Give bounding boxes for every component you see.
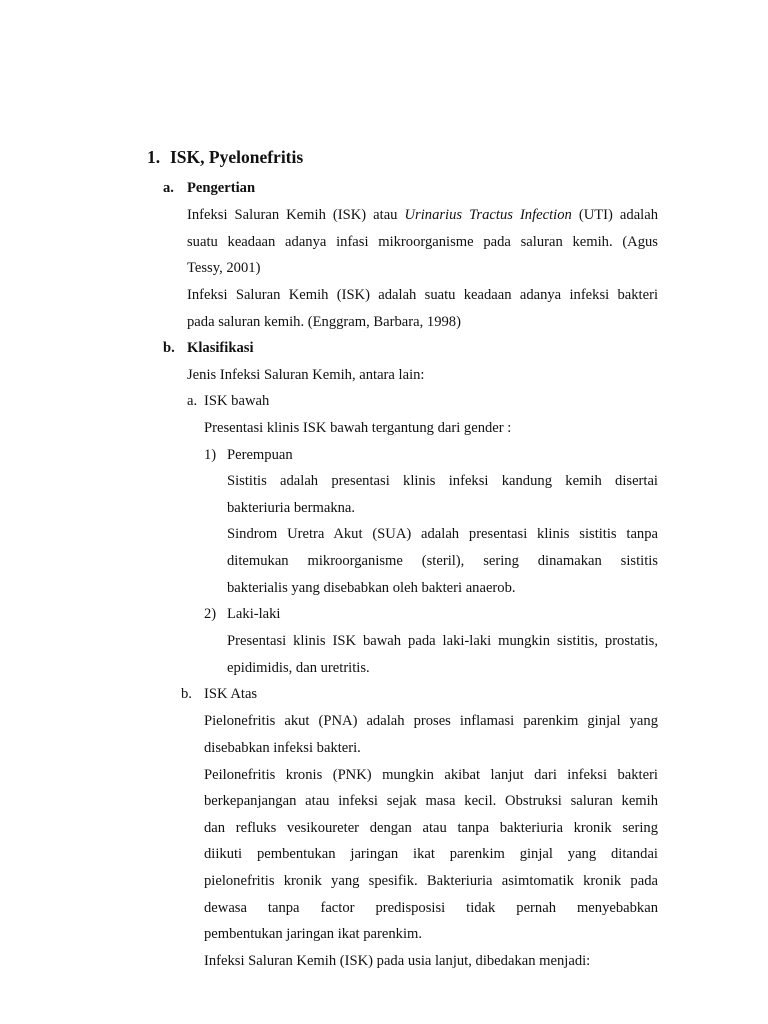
paragraph-line: Presentasi klinis ISK bawah tergantung dari gender :: [204, 420, 512, 436]
paragraph-line: Infeksi Saluran Kemih (ISK) adalah suatu keadaan adanya infeksi bakteri: [187, 287, 658, 303]
paragraph-line: Tessy, 2001): [187, 260, 261, 276]
paragraph-line: Infeksi Saluran Kemih (ISK) atau Urinarius Tractus Infection (UTI) adalah: [187, 207, 658, 223]
paragraph-line: bakterialis yang disebabkan oleh bakteri anaerob.: [227, 580, 516, 596]
list-marker: b.: [181, 686, 192, 702]
subsection-a-marker: a.: [163, 180, 174, 196]
list-item-isk-atas: ISK Atas: [204, 686, 258, 702]
paragraph-line: Infeksi Saluran Kemih (ISK) pada usia lanjut, dibedakan menjadi:: [204, 953, 591, 969]
paragraph-line: Jenis Infeksi Saluran Kemih, antara lain:: [187, 367, 425, 383]
list-item-isk-bawah: ISK bawah: [204, 393, 270, 409]
paragraph-line: Presentasi klinis ISK bawah pada laki-laki mungkin sistitis, prostatis,: [227, 633, 658, 649]
paragraph-line: pielonefritis kronik yang spesifik. Bakteriuria asimtomatik kronik pada: [204, 873, 658, 889]
list-marker: 1): [204, 447, 217, 463]
section-title: ISK, Pyelonefritis: [170, 147, 304, 167]
paragraph-line: bakteriuria bermakna.: [227, 500, 356, 516]
paragraph-line: Peilonefritis kronis (PNK) mungkin akibat lanjut dari infeksi bakteri: [204, 767, 658, 783]
subsection-b-marker: b.: [163, 340, 175, 356]
paragraph-line: dan refluks vesikoureter dengan atau tanpa bakteriuria kronik sering: [204, 820, 658, 836]
paragraph-line: Pielonefritis akut (PNA) adalah proses inflamasi parenkim ginjal yang: [204, 713, 658, 729]
list-item-perempuan: Perempuan: [227, 447, 293, 463]
paragraph-line: epidimidis, dan uretritis.: [227, 660, 370, 676]
paragraph-line: disebabkan infeksi bakteri.: [204, 740, 361, 756]
subsection-b-heading: Klasifikasi: [187, 340, 254, 356]
list-item-laki-laki: Laki-laki: [227, 606, 281, 622]
paragraph-line: diikuti pembentukan jaringan ikat parenkim ginjal yang ditandai: [204, 846, 658, 862]
subsection-a-heading: Pengertian: [187, 180, 256, 196]
paragraph-line: pembentukan jaringan ikat parenkim.: [204, 926, 423, 942]
paragraph-line: pada saluran kemih. (Enggram, Barbara, 1998): [187, 314, 461, 330]
paragraph-line: Sistitis adalah presentasi klinis infeksi kandung kemih disertai: [227, 473, 658, 489]
paragraph-line: berkepanjangan atau infeksi sejak masa kecil. Obstruksi saluran kemih: [204, 793, 658, 809]
paragraph-line: suatu keadaan adanya infasi mikroorganisme pada saluran kemih. (Agus: [187, 234, 658, 250]
section-number: 1.: [147, 147, 161, 167]
paragraph-line: ditemukan mikroorganisme (steril), sering dinamakan sistitis: [227, 553, 658, 569]
list-marker: 2): [204, 606, 217, 622]
paragraph-line: dewasa tanpa factor predisposisi tidak pernah menyebabkan: [204, 900, 658, 916]
paragraph-line: Sindrom Uretra Akut (SUA) adalah presentasi klinis sistitis tanpa: [227, 526, 658, 542]
list-marker: a.: [187, 393, 198, 409]
